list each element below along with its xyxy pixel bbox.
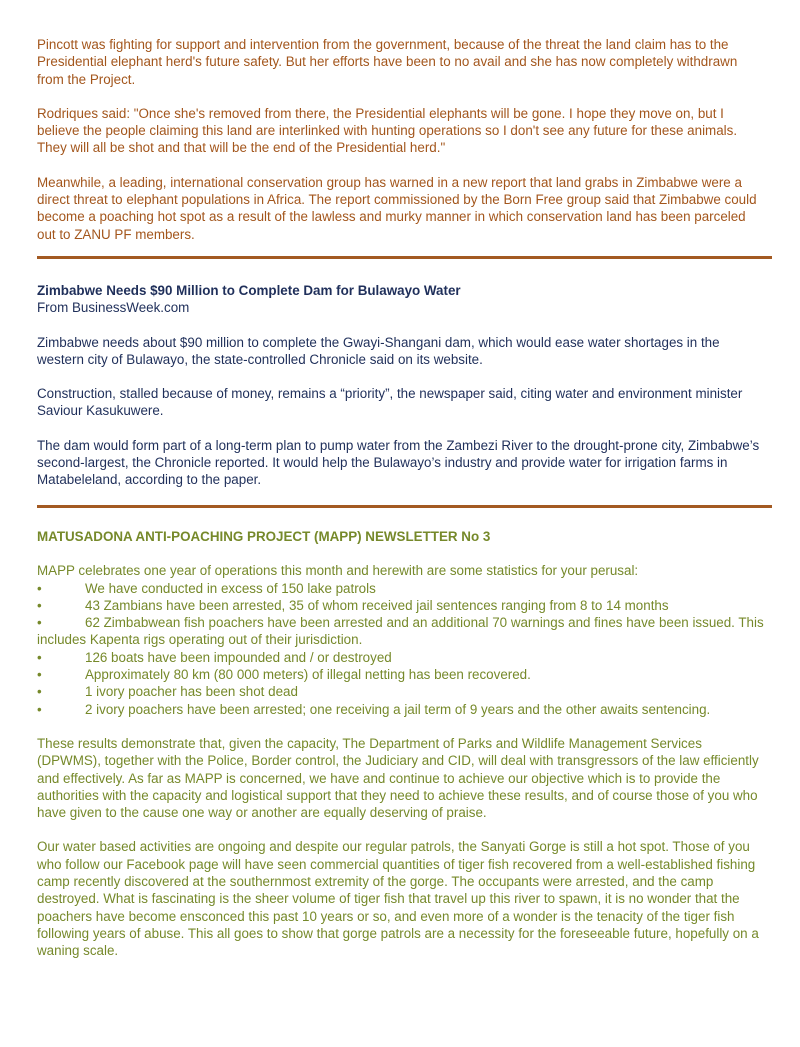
list-item-text: We have conducted in excess of 150 lake patrols	[85, 580, 376, 596]
newsletter-title: MATUSADONA ANTI-POACHING PROJECT (MAPP) NEWSLETTER No 3	[37, 529, 491, 544]
list-item	[37, 683, 767, 700]
list-item-text: 126 boats have been impounded and / or destroyed	[85, 649, 392, 665]
list-item-text: 43 Zambians have been arrested, 35 of whom received jail sentences ranging from 8 to 14 months	[85, 597, 669, 613]
bullet-icon: •	[37, 667, 42, 683]
bullet-icon: •	[37, 597, 42, 613]
section-divider	[37, 256, 772, 259]
bullet-icon: •	[37, 580, 42, 596]
bullet-icon: •	[37, 684, 42, 700]
newsletter-paragraph: Our water based activities are ongoing and despite our regular patrols, the Sanyati Gorge is still a hot spot. Those of you who follow our Facebook page will have seen commercial quantities of tiger fish recovered from a well-established fishing camp recently discovered at the southernmost extremity of the gorge. The occupants were arrested, and the camp destroyed. What is fascinating is the sheer volume of tiger fish that travel up this river to spawn, it is no wonder that the poachers have become ensconced this past 10 years or so, and even more of a wonder is the tenacity of the tiger fish following years of abuse. This all goes to show that gorge patrols are a necessity for the foreseeable future, hopefully on a waning scale.	[37, 839, 759, 959]
newsletter-intro: MAPP celebrates one year of operations this month and herewith are some statistics for your perusal:	[37, 563, 639, 579]
article-paragraph: Meanwhile, a leading, international conservation group has warned in a new report that land grabs in Zimbabwe were a direct threat to elephant populations in Africa. The report commissioned by the Born Free group said that Zimbabwe could become a poaching hot spot as a result of the lawless and murky manner in which conservation land has been parceled out to ZANU PF members.	[37, 174, 757, 242]
list-item	[37, 649, 767, 666]
article-title: Zimbabwe Needs $90 Million to Complete Dam for Bulawayo Water	[37, 283, 461, 298]
list-item-text: 62 Zimbabwean fish poachers have been arrested and an additional 70 warnings and fines have been issued. This	[85, 615, 764, 631]
list-item-text: 1 ivory poacher has been shot dead	[85, 684, 298, 700]
list-item-continuation: includes Kapenta rigs operating out of their jurisdiction.	[37, 632, 363, 648]
dam-article	[37, 282, 767, 489]
elephant-article	[37, 36, 767, 243]
list-item-text: 2 ivory poachers have been arrested; one receiving a jail term of 9 years and the other awaits sentencing.	[85, 701, 711, 717]
article-paragraph: Rodriques said: "Once she's removed from there, the Presidential elephants will be gone. I hope they move on, but I believe the people claiming this land are interlinked with hunting operations so I don't see any future for these animals. They will all be shot and that will be the end of the Presidential herd."	[37, 105, 738, 156]
list-item	[37, 701, 767, 718]
article-source: From BusinessWeek.com	[37, 300, 190, 316]
bullet-icon: •	[37, 649, 42, 665]
list-item	[37, 666, 767, 683]
article-paragraph: Pincott was fighting for support and intervention from the government, because of the threat the land claim has to the Presidential elephant herd's future safety. But her efforts have been to no avail and she has now completely withdrawn from the Project.	[37, 37, 738, 87]
list-item	[37, 614, 767, 631]
newsletter-paragraph: These results demonstrate that, given the capacity, The Department of Parks and Wildlife Management Services (DPWMS), together with the Police, Border control, the Judiciary and CID, will deal with transgressors of the law efficiently and effectively. As far as MAPP is concerned, we have and continue to achieve our objective which is to provide the authorities with the capacity and logistical support that they need to achieve these results, and of course those of you who have given to the cause one way or another are equally deserving of praise.	[37, 735, 759, 821]
list-item	[37, 597, 767, 614]
article-paragraph: The dam would form part of a long-term plan to pump water from the Zambezi River to the drought-prone city, Zimbabwe’s second-largest, the Chronicle reported. It would help the Bulawayo’s industry and provide water for irrigation farms in Matabeleland, according to the paper.	[37, 437, 760, 488]
bullet-icon: •	[37, 701, 42, 717]
list-item	[37, 580, 767, 597]
list-item-text: Approximately 80 km (80 000 meters) of illegal netting has been recovered.	[85, 667, 531, 683]
statistics-list	[37, 580, 767, 718]
article-paragraph: Construction, stalled because of money, remains a “priority”, the newspaper said, citing water and environment minister Saviour Kasukuwere.	[37, 386, 743, 419]
article-paragraph: Zimbabwe needs about $90 million to complete the Gwayi-Shangani dam, which would ease water shortages in the western city of Bulawayo, the state-controlled Chronicle said on its website.	[37, 334, 720, 367]
section-divider	[37, 505, 772, 508]
mapp-newsletter	[37, 528, 767, 960]
bullet-icon: •	[37, 615, 42, 631]
